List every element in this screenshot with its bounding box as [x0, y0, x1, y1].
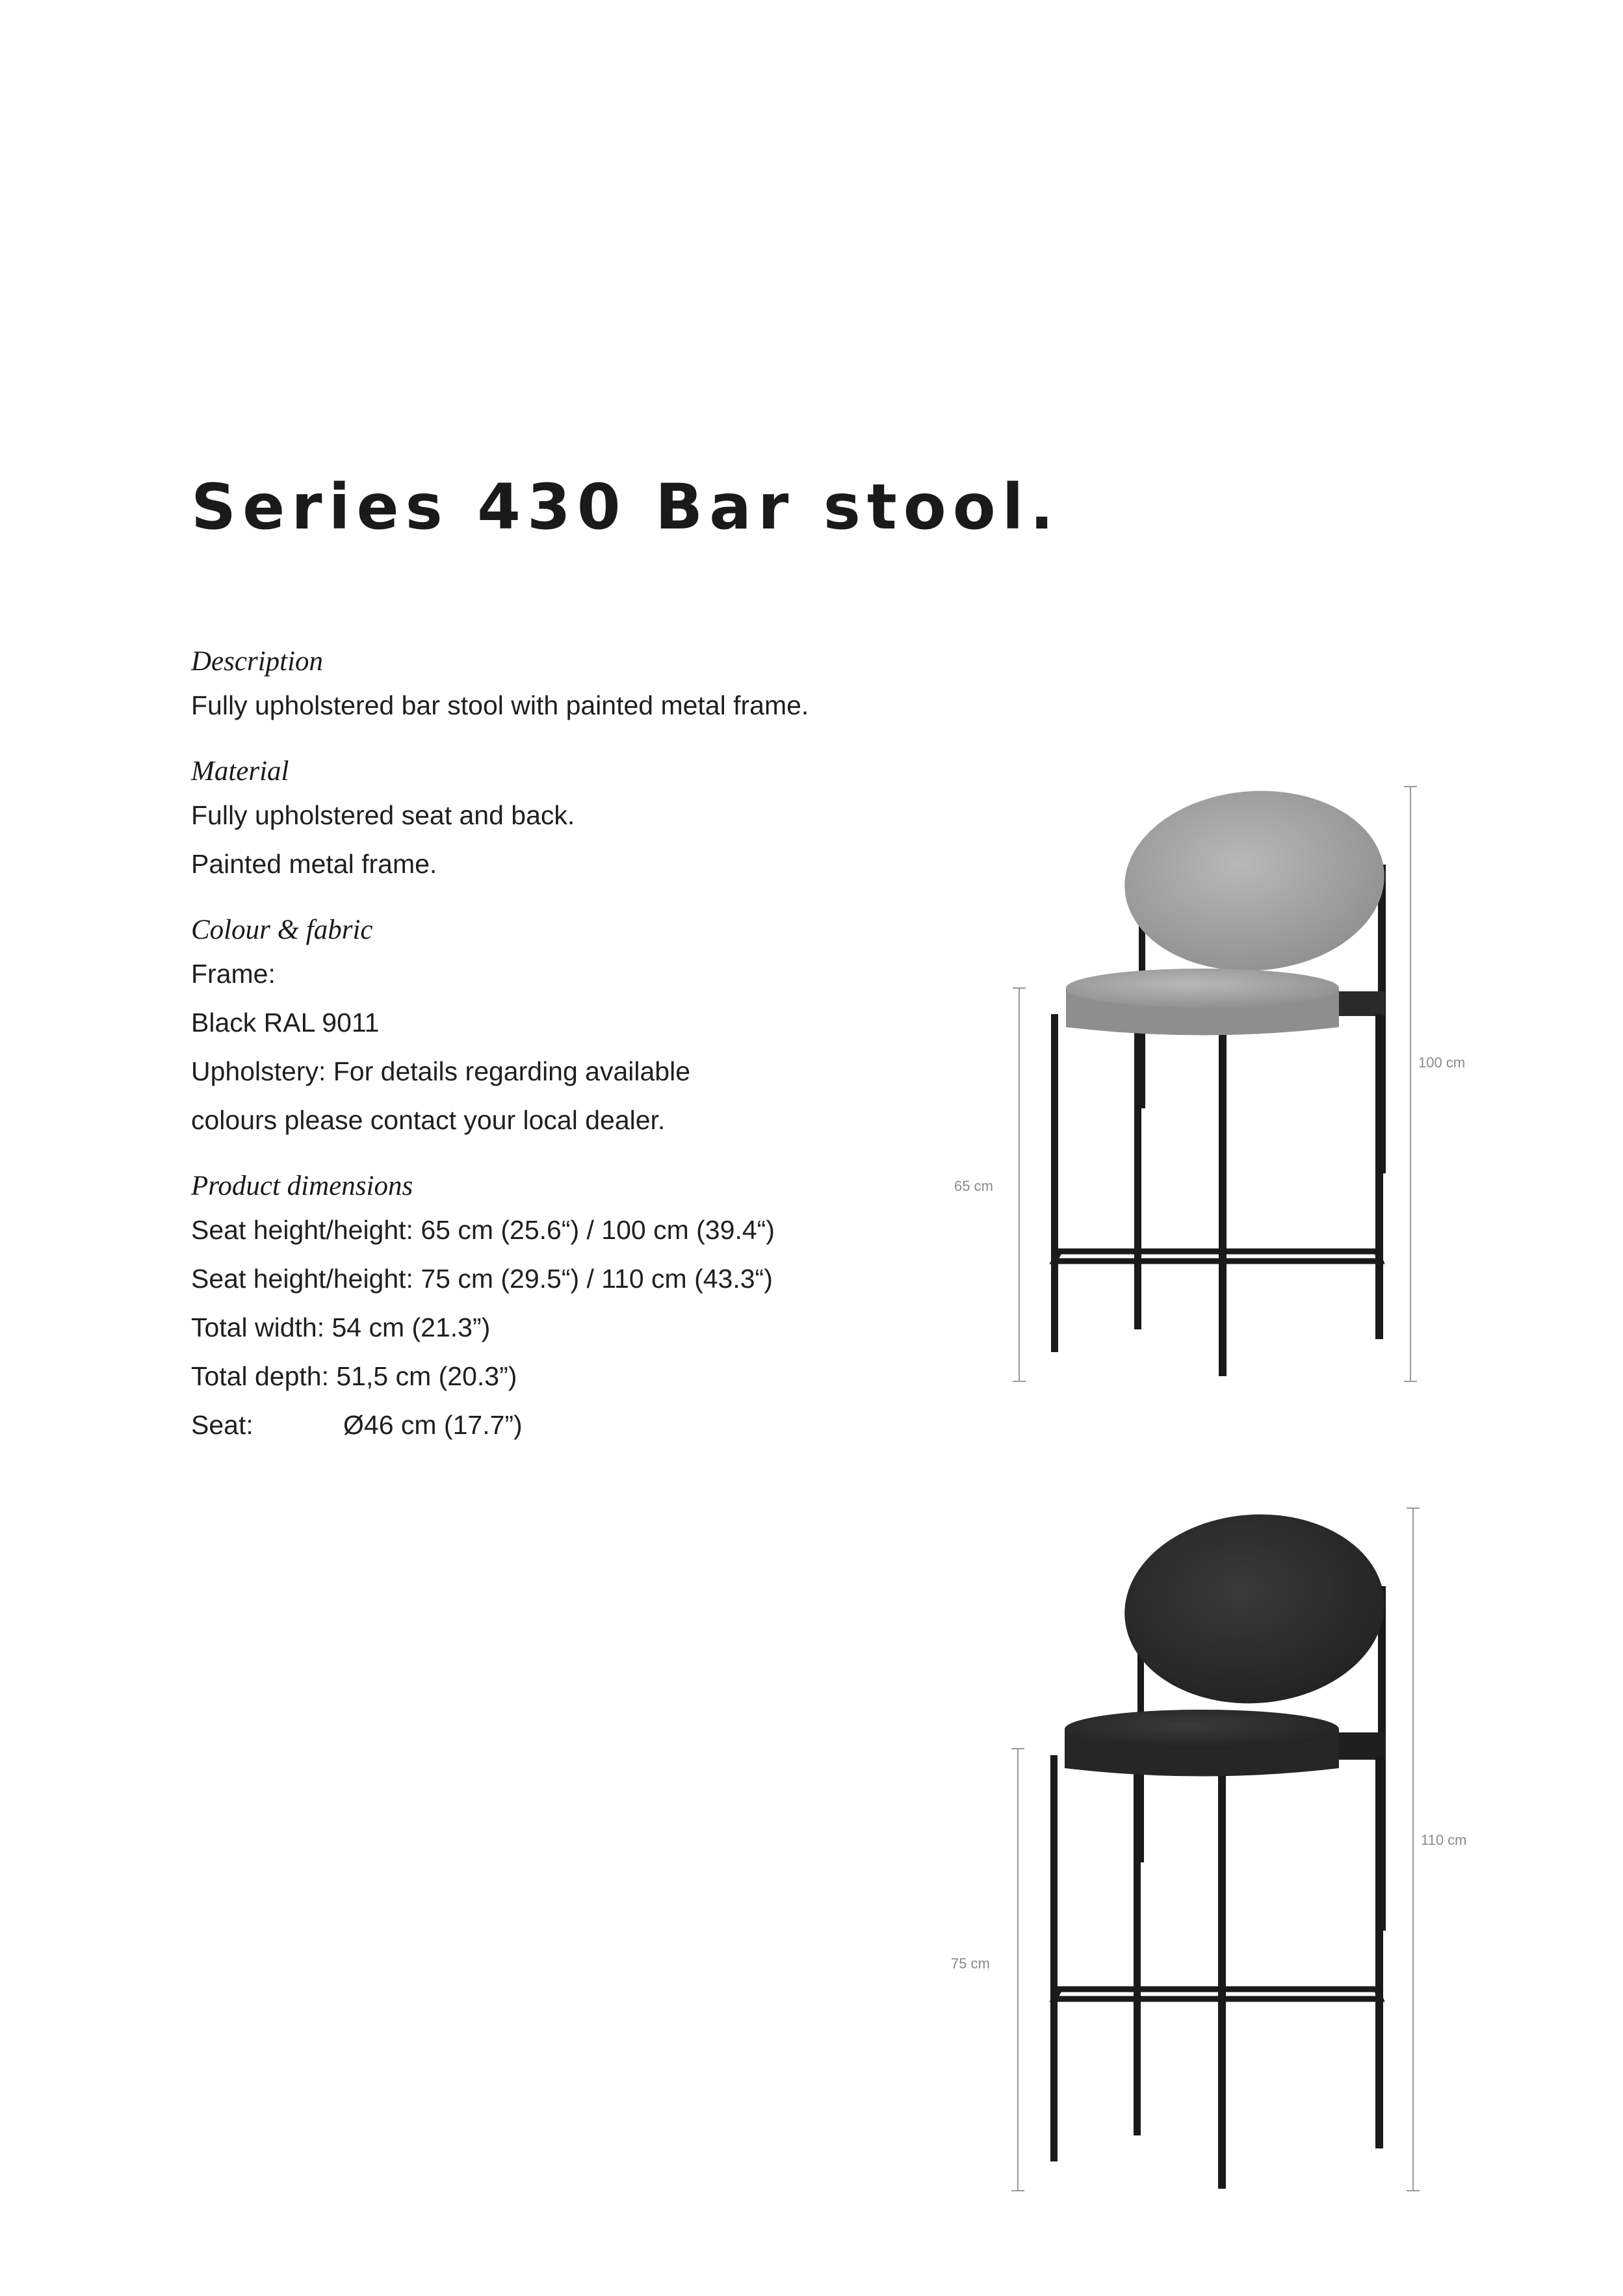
seat-label: Seat:: [191, 1410, 253, 1440]
material-section: [191, 752, 906, 889]
colour-heading: Colour & fabric: [191, 915, 373, 945]
description-section: [191, 642, 906, 730]
seat-height-label: 75 cm: [951, 1955, 990, 1972]
colour-section: [191, 911, 906, 1145]
product-info: [191, 642, 906, 1450]
seat-value: Ø46 cm (17.7”): [343, 1410, 523, 1440]
colour-line: colours please contact your local dealer.: [191, 1105, 666, 1135]
dimension-line: Total depth: 51,5 cm (20.3”): [191, 1361, 517, 1391]
dimension-line: Total width: 54 cm (21.3”): [191, 1312, 491, 1342]
total-height-label: 110 cm: [1421, 1832, 1467, 1848]
colour-line: Upholstery: For details regarding available: [191, 1056, 691, 1086]
colour-line: Black RAL 9011: [191, 1008, 380, 1037]
dimension-line: Seat height/height: 75 cm (29.5“) / 110 cm (43.3“): [191, 1264, 773, 1294]
seat-height-label: 65 cm: [954, 1178, 993, 1194]
dimension-line: Seat height/height: 65 cm (25.6“) / 100 cm (39.4“): [191, 1215, 775, 1245]
material-line: Fully upholstered seat and back.: [191, 800, 575, 830]
description-text: Fully upholstered bar stool with painted metal frame.: [191, 690, 809, 720]
colour-line: Frame:: [191, 959, 276, 989]
black-stool-image: [910, 1489, 1495, 2204]
material-heading: Material: [191, 756, 289, 787]
dimensions-heading: Product dimensions: [191, 1171, 413, 1201]
total-height-label: 100 cm: [1418, 1054, 1466, 1071]
dimensions-section: [191, 1167, 906, 1450]
material-line: Painted metal frame.: [191, 849, 437, 879]
grey-stool-image: [910, 767, 1495, 1404]
description-heading: Description: [191, 646, 324, 677]
seat-dimension-line: [191, 1401, 906, 1450]
page-title: Series 430 Bar stool.: [191, 471, 1061, 543]
